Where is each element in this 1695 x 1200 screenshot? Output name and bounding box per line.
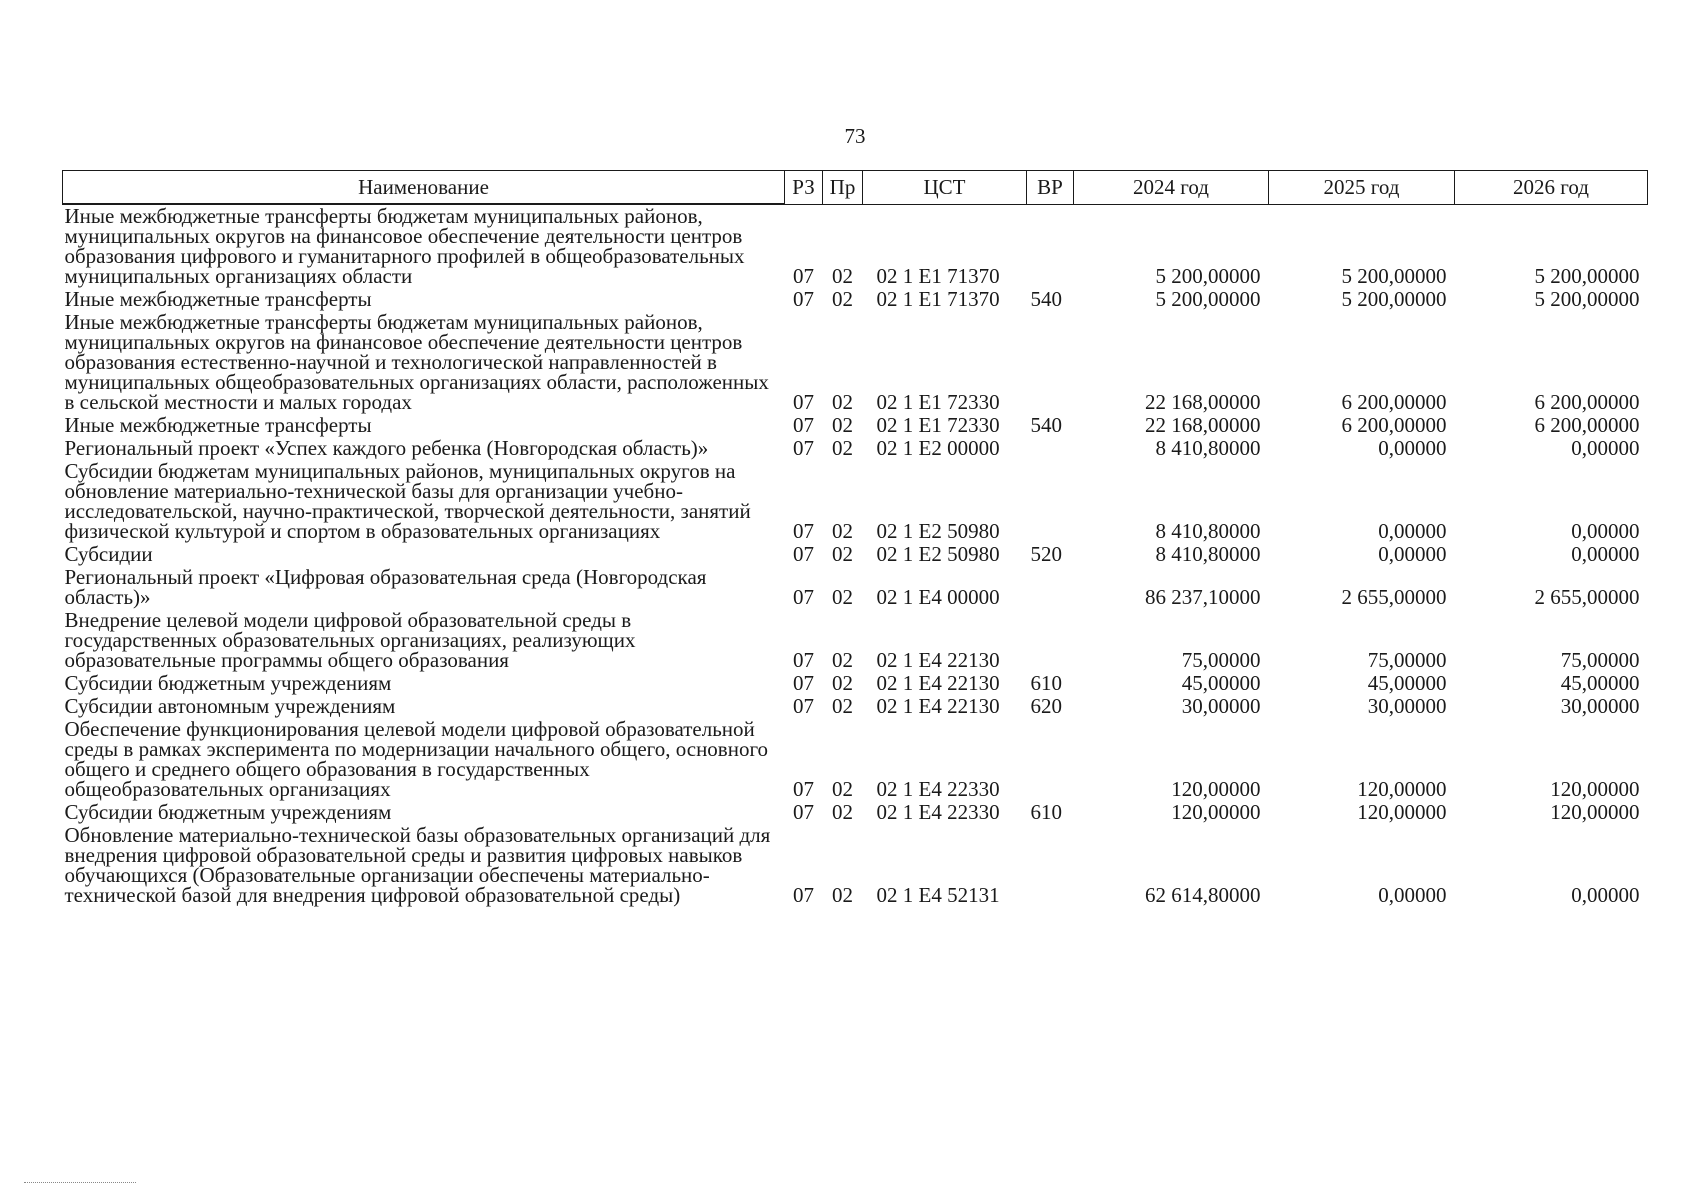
row-cst: 02 1 E4 22130	[876, 648, 1000, 672]
header-name: Наименование	[63, 171, 785, 205]
row-cst: 02 1 E4 22330	[876, 777, 1000, 801]
row-amount-2024: 8 410,80000	[1155, 542, 1261, 566]
row-rz: 07	[793, 694, 814, 718]
row-name: Иные межбюджетные трансферты бюджетам муниципальных районов, муниципальных округов на финансовое обеспечение деятельности центров образования цифрового и гуманитарного профилей в общеобразовательных муниципальных организациях области	[64, 204, 745, 288]
row-pr: 02	[832, 390, 853, 414]
header-cst: ЦСТ	[863, 171, 1027, 205]
row-cst: 02 1 E4 22130	[876, 694, 1000, 718]
row-cst: 02 1 E4 00000	[876, 585, 1000, 609]
row-name: Субсидии	[64, 542, 153, 566]
row-rz: 07	[793, 777, 814, 801]
row-name: Региональный проект «Успех каждого ребенка (Новгородская область)»	[64, 436, 709, 460]
table-row	[63, 543, 1648, 566]
row-name: Региональный проект «Цифровая образовательная среда (Новгородская область)»	[64, 565, 707, 609]
row-name: Иные межбюджетные трансферты бюджетам муниципальных районов, муниципальных округов на финансовое обеспечение деятельности центров образования естественно-научной и технологической направленностей в муниципальных общеобразовательных организациях области, расположенных в сельской местности и малых городах	[64, 310, 769, 414]
row-amount-2025: 0,00000	[1378, 436, 1447, 460]
table-row	[63, 672, 1648, 695]
row-vr	[1027, 609, 1074, 672]
row-amount-2024: 8 410,80000	[1155, 436, 1261, 460]
row-rz: 07	[793, 800, 814, 824]
row-pr: 02	[832, 694, 853, 718]
row-rz: 07	[793, 264, 814, 288]
row-vr	[1027, 311, 1074, 414]
row-amount-2025: 2 655,00000	[1341, 585, 1447, 609]
row-amount-2026: 2 655,00000	[1534, 585, 1640, 609]
row-amount-2026: 30,00000	[1560, 694, 1640, 718]
row-name: Обеспечение функционирования целевой модели цифровой образовательной среды в рамках эксперимента по модернизации начального общего, основного общего и среднего общего образования в государственных общеобразовательных организациях	[64, 717, 769, 801]
row-pr: 02	[832, 287, 853, 311]
row-amount-2024: 120,00000	[1171, 800, 1261, 824]
row-vr: 540	[1030, 287, 1062, 311]
row-cst: 02 1 E2 00000	[876, 436, 1000, 460]
row-vr: 520	[1030, 542, 1062, 566]
row-amount-2024: 62 614,80000	[1145, 883, 1261, 907]
header-2025: 2025 год	[1269, 171, 1455, 205]
table-row	[63, 204, 1648, 288]
row-amount-2024: 86 237,10000	[1145, 585, 1261, 609]
table-row	[63, 437, 1648, 460]
table-header	[63, 171, 1648, 205]
row-cst: 02 1 E2 50980	[876, 542, 1000, 566]
header-2026: 2026 год	[1455, 171, 1648, 205]
row-vr: 620	[1030, 694, 1062, 718]
row-cst: 02 1 E2 50980	[876, 519, 1000, 543]
row-cst: 02 1 E4 22130	[876, 671, 1000, 695]
row-amount-2025: 75,00000	[1367, 648, 1447, 672]
row-amount-2025: 120,00000	[1357, 777, 1447, 801]
row-pr: 02	[832, 671, 853, 695]
row-amount-2024: 30,00000	[1181, 694, 1261, 718]
table-row	[63, 695, 1648, 718]
row-amount-2026: 120,00000	[1550, 777, 1640, 801]
row-cst: 02 1 E1 71370	[876, 287, 1000, 311]
row-pr: 02	[832, 264, 853, 288]
row-amount-2025: 45,00000	[1367, 671, 1447, 695]
row-amount-2026: 6 200,00000	[1534, 413, 1640, 437]
page-number: 73	[844, 124, 866, 148]
row-amount-2024: 22 168,00000	[1145, 413, 1261, 437]
row-cst: 02 1 E4 22330	[876, 800, 1000, 824]
table-row	[63, 288, 1648, 311]
row-amount-2024: 120,00000	[1171, 777, 1261, 801]
row-amount-2026: 0,00000	[1571, 883, 1640, 907]
row-amount-2026: 6 200,00000	[1534, 390, 1640, 414]
header-rz: РЗ	[785, 171, 823, 205]
table-row	[63, 609, 1648, 672]
row-amount-2026: 120,00000	[1550, 800, 1640, 824]
row-name: Внедрение целевой модели цифровой образовательной среды в государственных образовательных организациях, реализующих образовательные программы общего образования	[64, 608, 636, 672]
row-vr	[1027, 437, 1074, 460]
row-rz: 07	[793, 287, 814, 311]
row-rz: 07	[793, 585, 814, 609]
budget-table	[62, 170, 1648, 907]
row-amount-2025: 30,00000	[1367, 694, 1447, 718]
row-cst: 02 1 E1 72330	[876, 390, 1000, 414]
table-row	[63, 824, 1648, 907]
row-vr	[1027, 204, 1074, 288]
row-pr: 02	[832, 648, 853, 672]
row-cst: 02 1 E1 71370	[876, 264, 1000, 288]
row-name: Иные межбюджетные трансферты	[64, 287, 372, 311]
row-amount-2026: 75,00000	[1560, 648, 1640, 672]
row-rz: 07	[793, 671, 814, 695]
row-amount-2024: 8 410,80000	[1155, 519, 1261, 543]
row-amount-2025: 120,00000	[1357, 800, 1447, 824]
row-pr: 02	[832, 436, 853, 460]
row-vr: 540	[1030, 413, 1062, 437]
row-amount-2024: 75,00000	[1181, 648, 1261, 672]
row-rz: 07	[793, 542, 814, 566]
row-pr: 02	[832, 542, 853, 566]
table-row	[63, 460, 1648, 543]
row-amount-2024: 22 168,00000	[1145, 390, 1261, 414]
table-row	[63, 801, 1648, 824]
row-amount-2026: 5 200,00000	[1534, 264, 1640, 288]
row-name: Иные межбюджетные трансферты	[64, 413, 372, 437]
row-amount-2026: 0,00000	[1571, 542, 1640, 566]
row-pr: 02	[832, 777, 853, 801]
row-amount-2026: 0,00000	[1571, 436, 1640, 460]
row-amount-2025: 0,00000	[1378, 519, 1447, 543]
row-vr	[1027, 824, 1074, 907]
row-name: Обновление материально-технической базы образовательных организаций для внедрения цифровой образовательной среды и развития цифровых навыков обучающихся (Образовательные организации обеспечены материально-технической базой для внедрения цифровой образовательной среды)	[64, 823, 771, 907]
row-amount-2026: 5 200,00000	[1534, 287, 1640, 311]
header-pr: Пр	[823, 171, 863, 205]
header-2024: 2024 год	[1074, 171, 1269, 205]
row-rz: 07	[793, 390, 814, 414]
table-body	[63, 204, 1648, 907]
row-vr	[1027, 566, 1074, 609]
row-name: Субсидии бюджетам муниципальных районов, муниципальных округов на обновление материально-технической базы для организации учебно-исследовательской, научно-практической, творческой деятельности, занятий физической культурой и спортом в образовательных организациях	[64, 459, 751, 543]
row-vr: 610	[1030, 800, 1062, 824]
row-amount-2025: 0,00000	[1378, 542, 1447, 566]
row-pr: 02	[832, 519, 853, 543]
table-row	[63, 718, 1648, 801]
table-row	[63, 311, 1648, 414]
table-row	[63, 414, 1648, 437]
scan-artifact-line	[24, 1182, 136, 1183]
row-amount-2025: 0,00000	[1378, 883, 1447, 907]
row-rz: 07	[793, 413, 814, 437]
row-amount-2024: 5 200,00000	[1155, 264, 1261, 288]
table-row	[63, 566, 1648, 609]
row-amount-2025: 5 200,00000	[1341, 264, 1447, 288]
row-pr: 02	[832, 585, 853, 609]
row-pr: 02	[832, 800, 853, 824]
row-amount-2026: 0,00000	[1571, 519, 1640, 543]
row-rz: 07	[793, 883, 814, 907]
row-amount-2025: 6 200,00000	[1341, 390, 1447, 414]
row-name: Субсидии автономным учреждениям	[64, 694, 396, 718]
row-cst: 02 1 E1 72330	[876, 413, 1000, 437]
table-header-row	[63, 171, 1648, 205]
row-pr: 02	[832, 883, 853, 907]
row-rz: 07	[793, 519, 814, 543]
row-amount-2024: 45,00000	[1181, 671, 1261, 695]
row-name: Субсидии бюджетным учреждениям	[64, 671, 392, 695]
row-vr: 610	[1030, 671, 1062, 695]
row-vr	[1027, 718, 1074, 801]
row-cst: 02 1 E4 52131	[876, 883, 1000, 907]
row-amount-2026: 45,00000	[1560, 671, 1640, 695]
header-vr: ВР	[1027, 171, 1074, 205]
row-vr	[1027, 460, 1074, 543]
row-pr: 02	[832, 413, 853, 437]
row-name: Субсидии бюджетным учреждениям	[64, 800, 392, 824]
row-amount-2025: 6 200,00000	[1341, 413, 1447, 437]
row-amount-2025: 5 200,00000	[1341, 287, 1447, 311]
row-rz: 07	[793, 436, 814, 460]
row-rz: 07	[793, 648, 814, 672]
row-amount-2024: 5 200,00000	[1155, 287, 1261, 311]
